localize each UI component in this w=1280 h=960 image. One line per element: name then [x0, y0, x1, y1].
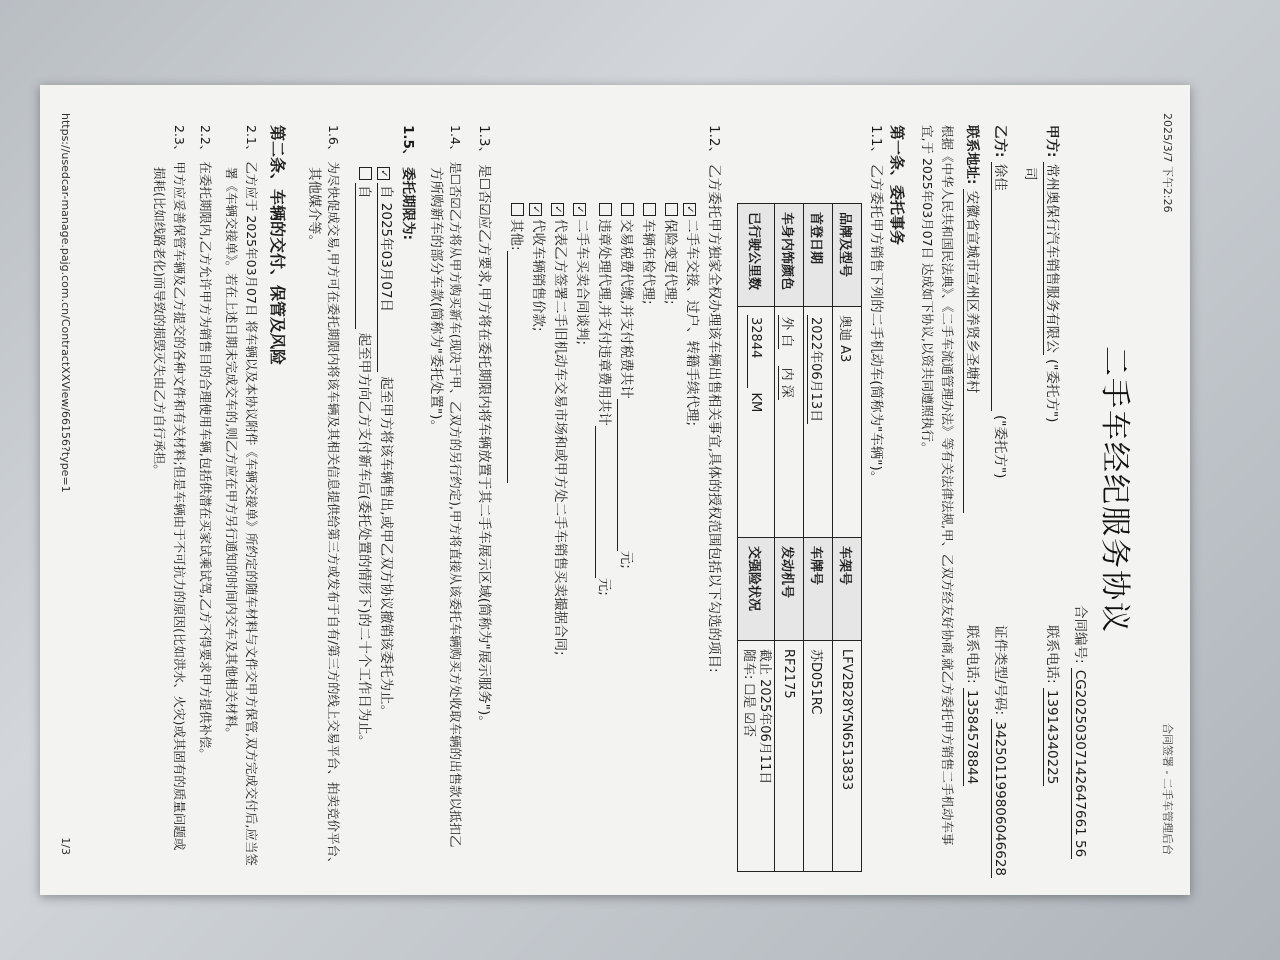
reg-date-value: 2022年06月13日: [808, 317, 824, 423]
checkbox-checked[interactable]: ✓: [551, 203, 564, 216]
address-phone-value: 13584578844: [964, 689, 980, 785]
party-b-id-label: 证件类型/号码:: [992, 625, 1008, 716]
table-row: [738, 204, 775, 872]
party-b-id: [989, 625, 1010, 878]
vin-label: 车架号: [833, 538, 862, 641]
checkbox-unchecked[interactable]: [359, 167, 372, 180]
contract-page: [40, 85, 1190, 895]
clause-2-1-line-2: 署《车辆交接单》。若在上述日期未完成交车的,则乙方应在甲方另行通知的时间内交车及其他相关材料。: [224, 167, 239, 740]
term-option-1-text: 起至甲方将该车辆售出,或甲乙双方协议撤销该委托为止。: [378, 376, 394, 719]
option-item: [681, 203, 702, 426]
engine-value: RF2175: [775, 641, 804, 872]
table-row: [833, 204, 862, 872]
term-option-1: [375, 167, 396, 718]
color-int-value: 内 深: [779, 367, 795, 398]
option-item: [571, 203, 592, 345]
party-b-role: ("委托方"): [992, 415, 1008, 479]
section-2-title: 第二条、车辆的交付、保管及风险: [268, 125, 287, 366]
brand-label: 品牌及型号: [833, 204, 862, 307]
intro-line-2: 宜,于 2025年03月07日 达成如下协议,以资共同遵照执行。: [920, 125, 935, 455]
print-system-name: 合同签署 - 二手车管理后台: [1161, 723, 1174, 855]
option-label: 车辆年检代理;: [640, 219, 656, 305]
table-row: [804, 204, 833, 872]
clause-1-6-line-2: 其他媒介等。: [306, 167, 322, 248]
party-a-line: [1041, 125, 1062, 422]
section-1-title: 第一条、委托事务: [888, 125, 906, 246]
mileage-value: 32844: [748, 315, 764, 388]
checkbox-checked[interactable]: ✓: [683, 203, 696, 216]
party-a-phone: [1041, 625, 1062, 786]
page-url: https://usedcar-manage.pajg.com.cn/ContractXXView/66156?type=1: [59, 113, 72, 493]
option-item: [637, 203, 658, 305]
print-datetime: 2025/3/7 下午2:26: [1161, 113, 1174, 213]
party-a-phone-label: 联系电话:: [1044, 625, 1060, 684]
reg-date-label: 首登日期: [804, 204, 833, 307]
checkbox-unchecked[interactable]: [621, 203, 634, 216]
option-item: [527, 203, 548, 332]
address-line: [961, 125, 982, 513]
checkbox-unchecked[interactable]: [665, 203, 678, 216]
option-label: 代收车辆销售价款;: [530, 219, 546, 332]
checkbox-checked[interactable]: ✓: [529, 203, 542, 216]
checkbox-unchecked[interactable]: [643, 203, 656, 216]
option-label: 其他:: [508, 219, 524, 251]
clause-2-3-line-2: 损耗(比如线路老化)而导致的损毁灭失由乙方自行承担。: [152, 167, 167, 477]
insurance-until: 截止 2025年06月11日: [757, 649, 772, 785]
option-item: [659, 203, 680, 305]
address-value: 安徽省宣城市宣州区养贤乡圣塘村: [963, 189, 980, 514]
address-phone-label: 联系电话:: [964, 625, 980, 684]
option-item: [593, 203, 614, 596]
contract-sheet: [40, 85, 1190, 895]
option-item: [549, 203, 570, 656]
vehicle-table: [737, 203, 862, 872]
clause-1-5-label: 1.5、 委托期限为:: [400, 125, 416, 241]
contract-no-label: 合同编号:: [1072, 605, 1088, 664]
term-option-2-text: 起至甲方向乙方支付新车后(委托处置的情形下)的二十个工作日为止。: [356, 332, 372, 749]
party-b-label: 乙方:: [992, 125, 1008, 158]
address-label: 联系地址:: [964, 125, 980, 185]
page-title: 二手车经纪服务协议: [1097, 346, 1132, 634]
contract-no-value: CG20250307142647661 56: [1072, 669, 1088, 858]
option-label: 二手车买卖合同谈判;: [574, 219, 590, 346]
party-b-name: 徐佳: [991, 162, 1008, 411]
option-label: 交易税费代缴,并支付税费共计: [618, 219, 634, 399]
party-a-name-cont: 司: [1022, 167, 1038, 181]
yuan-unit: 元;: [596, 577, 612, 596]
clause-2-3-line-1: 2.3、 甲方应妥善保管车辆及乙方提交的各种文件和有关材料;但是车辆由于不可抗力的原因(比如洪水、火灾)或其固有的质量问题或: [172, 125, 187, 851]
option-item: [615, 203, 636, 569]
color-label: 车身内饰颜色: [775, 204, 804, 307]
brand-value: 奥迪 A3: [833, 307, 862, 538]
page-number: 1/3: [59, 837, 72, 855]
party-b-line: [989, 125, 1010, 478]
address-phone: [961, 625, 982, 786]
checkbox-checked[interactable]: ✓: [573, 203, 586, 216]
clause-1-2: 1.2、 乙方委托甲方独家全权办理该车辆出售相关事宜,具体的授权范围包括以下勾选的项目:: [706, 125, 722, 673]
plate-label: 车牌号: [804, 538, 833, 641]
contract-number: [1069, 605, 1090, 859]
clause-2-1-line-1: 2.1、 乙方应于 2025年03月07日 将车辆以及本协议附件《车辆交接单》所约定的随车材料与文件交甲方保管,双方完成交付后,应当签: [244, 125, 259, 866]
checkbox-unchecked[interactable]: [511, 203, 524, 216]
engine-label: 发动机号: [775, 538, 804, 641]
term-start-date: 自 2025年03月07日: [377, 183, 394, 372]
term-start-blank: 自: [355, 183, 372, 329]
intro-line-1: 根据《中华人民共和国民法典》、《二手车流通管理办法》等有关法律法规,甲、乙双方经友好协商,就乙方委托甲方销售二手机动车事: [940, 125, 955, 846]
insurance-with-car: 随车: ☐是 ☑否: [741, 649, 756, 737]
insurance-label: 交强险状况: [738, 538, 775, 641]
clause-2-2: 2.2、 在委托期限内,乙方允许甲方为销售目的合理使用车辆,包括供潜在买家试乘试驾,乙方不得要求甲方提供补偿。: [198, 125, 213, 761]
yuan-unit: 元;: [618, 550, 634, 569]
mileage-label: 已行驶公里数: [738, 204, 775, 307]
clause-1-1: 1.1、 乙方委托甲方销售下列的二手机动车(简称为"车辆")。: [868, 125, 884, 485]
clause-1-4-line-2: 方所购新车的部分车款(简称为"委托处置")。: [428, 167, 444, 433]
mileage-unit: KM: [748, 392, 764, 413]
option-label: 代表乙方签署二手旧机动车交易市场和或甲方处二手车销售买卖撮据合同;: [552, 219, 568, 656]
table-row: [775, 204, 804, 872]
vin-value: LFV2B28Y5N6513833: [833, 641, 862, 872]
plate-value: 苏D051RC: [804, 641, 833, 872]
option-label: 二手车交接、过户、转籍手续代理;: [684, 219, 700, 427]
clause-1-3: 1.3、 是☐否☑应乙方要求,甲方将在委托期限内将车辆放置于其二手车展示区域(简称为"展示服务")。: [476, 125, 492, 729]
clause-1-6-line-1: 1.6、 为尽快促成交易,甲方可在委托期限内将该车辆及其相关信息提供给第三方或发布于自有/第三方的线上交易平台、拍卖竞价平台、: [326, 125, 341, 870]
option-label: 保险变更代理;: [662, 219, 678, 305]
party-a-label: 甲方:: [1044, 125, 1060, 158]
party-a-name: 常州奥保行汽车销售服务有限公: [1044, 163, 1060, 353]
term-option-2: [353, 167, 374, 748]
option-item: [505, 203, 526, 483]
checkbox-checked[interactable]: ✓: [377, 167, 390, 180]
party-a-role: ("委托方"): [1044, 359, 1060, 423]
party-a-phone-value: 13914340225: [1044, 689, 1060, 785]
checkbox-unchecked[interactable]: [599, 203, 612, 216]
clause-1-4-line-1: 1.4、 是☐否☑乙方将从甲方购买新车(现决于甲、乙双方的另行约定),甲方将直接从该委托车辆购买方处收取车辆的出售款以抵扣乙: [448, 125, 463, 848]
color-ext-value: 外 白: [779, 317, 795, 348]
party-b-id-value: 342501199806046628: [992, 721, 1008, 877]
option-label: 违章处理代理,并支付违章费用共计: [596, 219, 612, 426]
